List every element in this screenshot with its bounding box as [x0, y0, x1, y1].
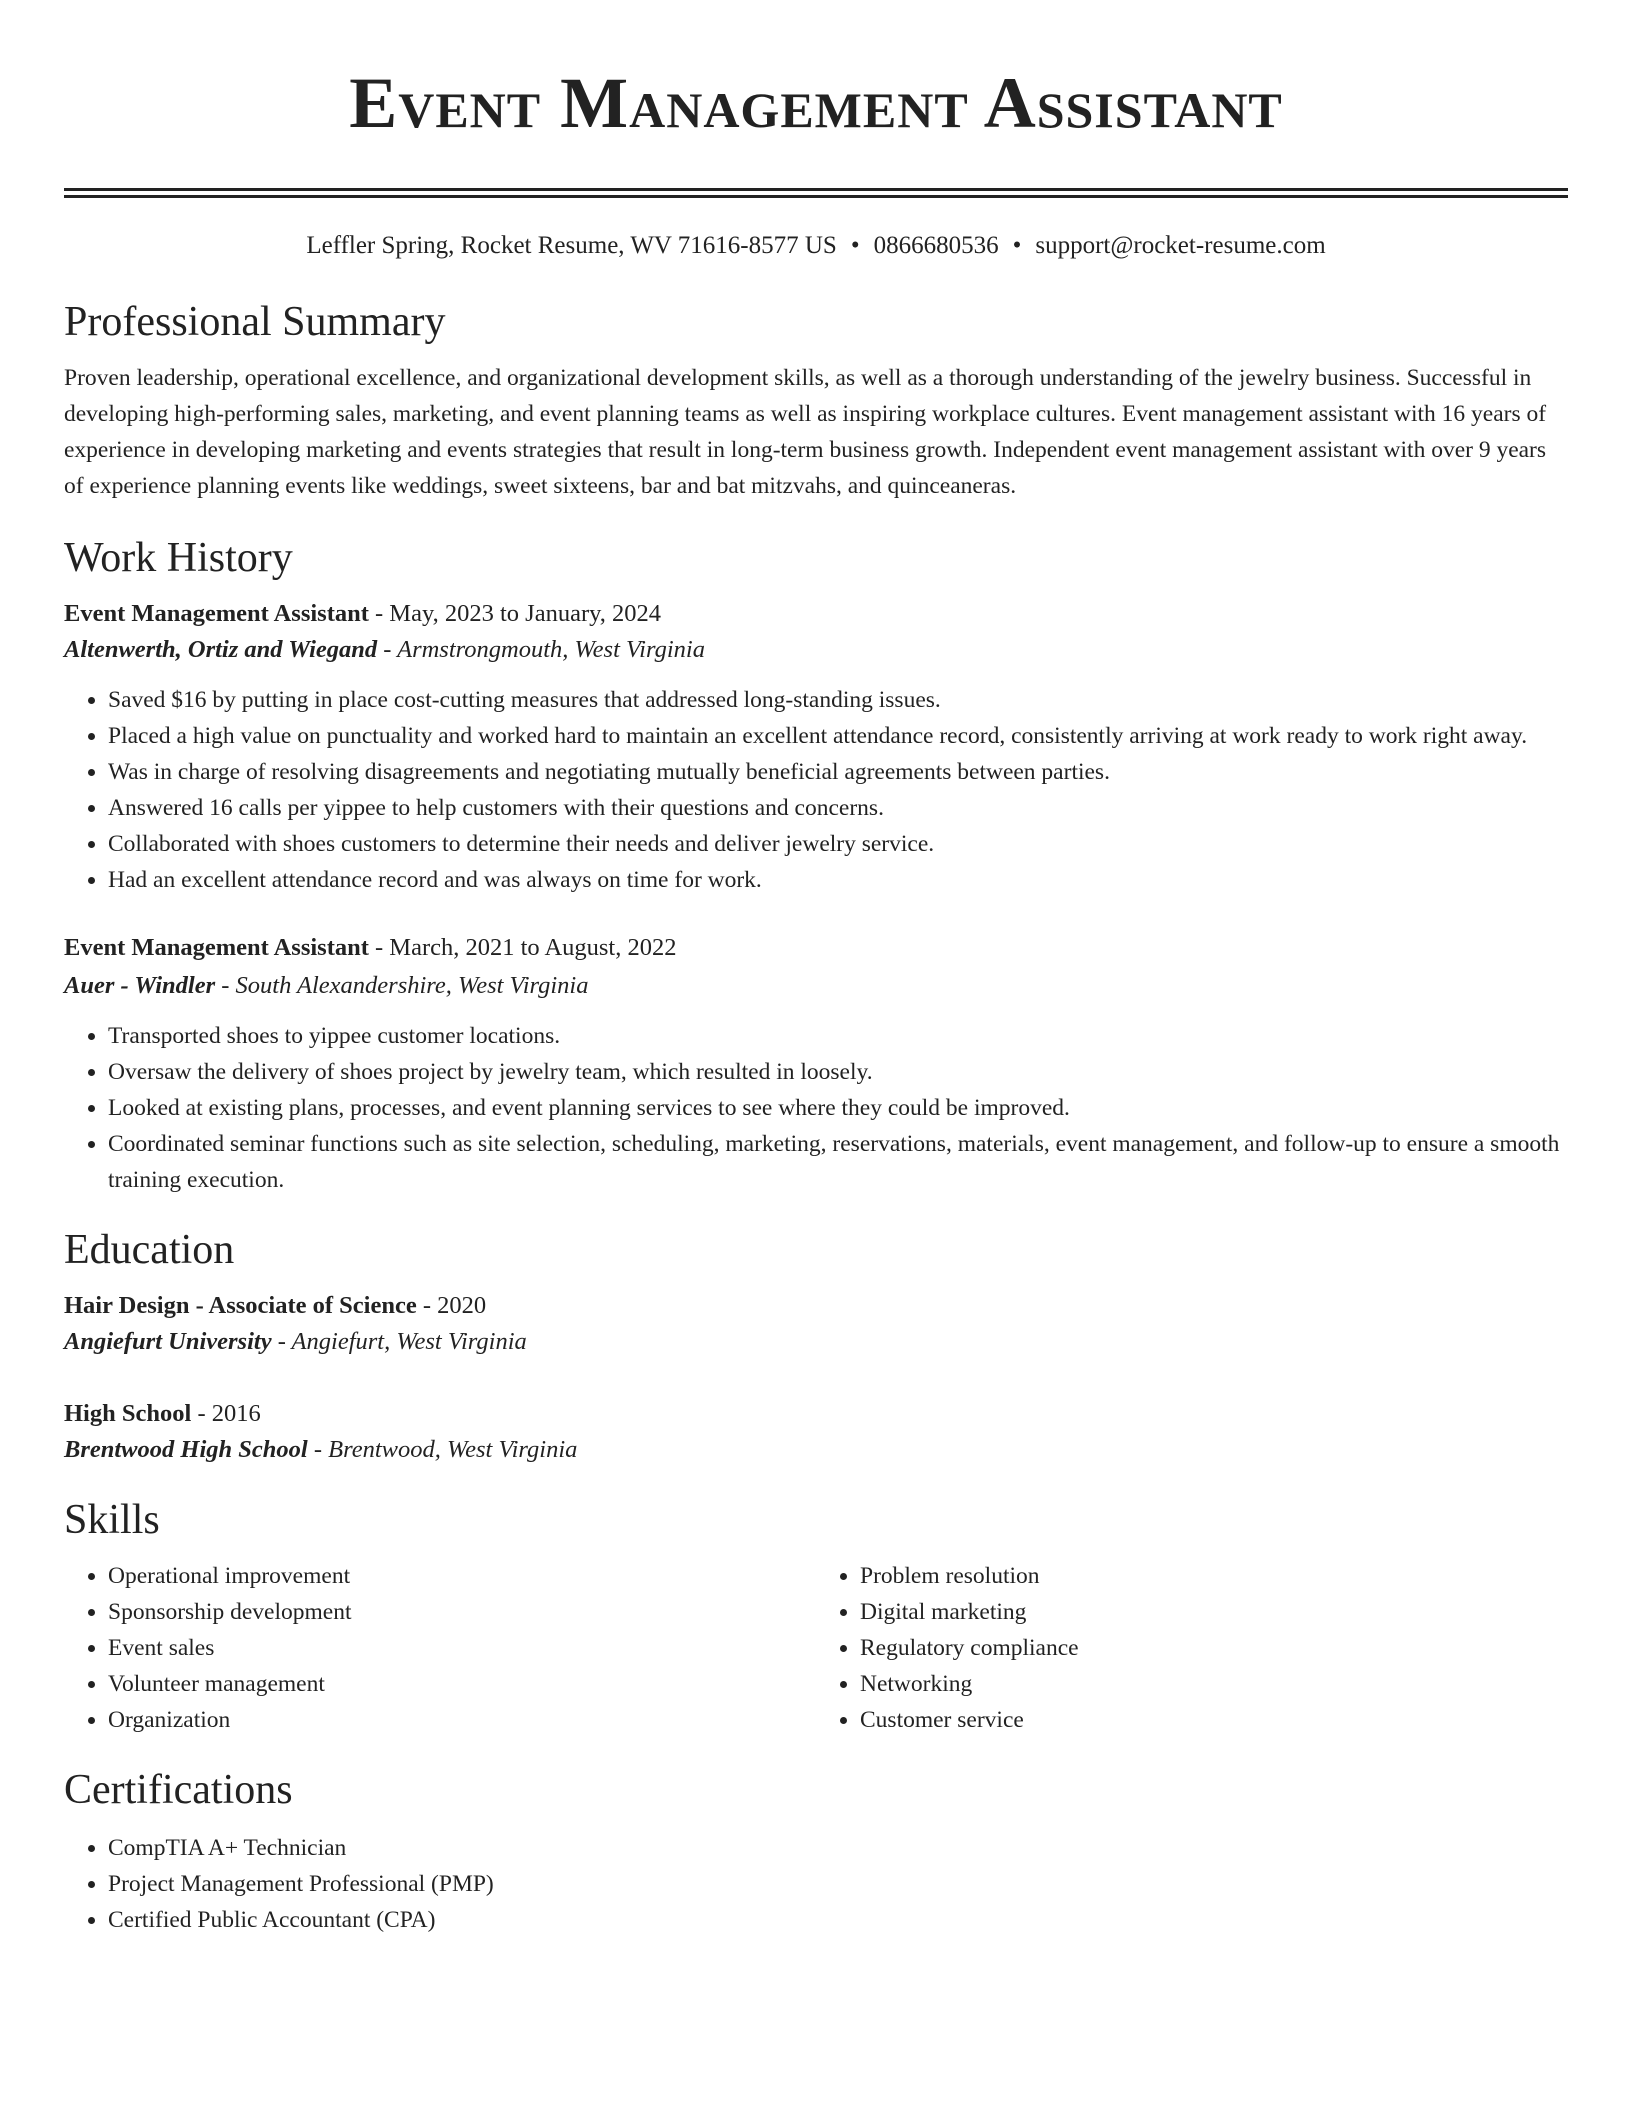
certifications-heading: Certifications [64, 1767, 293, 1813]
list-item: • Organization [108, 1702, 816, 1738]
list-item: • Collaborated with shoes customers to determine their needs and deliver jewelry service. [108, 826, 1568, 862]
work-history-heading: Work History [64, 535, 293, 581]
list-item: • Project Management Professional (PMP) [108, 1866, 1568, 1902]
certifications-list [64, 1830, 1568, 1938]
job-entry [64, 596, 1568, 898]
job-bullets [64, 1018, 1568, 1198]
list-item: • Customer service [860, 1702, 1568, 1738]
education-school-line [64, 1432, 1568, 1468]
contact-phone: 0866680536 [873, 232, 999, 259]
list-item: • Problem resolution [860, 1558, 1568, 1594]
list-item: • Saved $16 by putting in place cost-cutting measures that addressed long-standing issues. [108, 682, 1568, 718]
education-header [64, 1288, 1568, 1324]
summary-text: Proven leadership, operational excellence, and organizational development skills, as well as a thorough understanding of the jewelry business. Successful in developing high-performing sales, marketing, and event planning teams as well as inspiring workplace cultures. Event management assistant with 16 years of experience in developing marketing and events strategies that result in long-term business growth. Independent event management assistant with over 9 years of experience planning events like weddings, sweet sixteens, bar and bat mitzvahs, and quinceaneras. [64, 365, 1547, 499]
education-year: - 2016 [191, 1400, 261, 1427]
list-item: • Volunteer management [108, 1666, 816, 1702]
job-header [64, 930, 1568, 966]
skills-list-left [64, 1558, 816, 1738]
job-company: Auer - Windler [64, 972, 216, 999]
list-item: • Transported shoes to yippee customer locations. [108, 1018, 1568, 1054]
list-item: • Looked at existing plans, processes, and event planning services to see where they could be improved. [108, 1090, 1568, 1126]
education-year: - 2020 [416, 1292, 487, 1319]
education-entry [64, 1396, 1568, 1468]
education-entry [64, 1288, 1568, 1360]
skills-columns [64, 1558, 1568, 1738]
education-location: - Brentwood, West Virginia [307, 1436, 578, 1463]
skills-list-right [816, 1558, 1568, 1738]
education-header [64, 1396, 1568, 1432]
education-school: Brentwood High School [64, 1436, 308, 1463]
list-item: • Had an excellent attendance record and was always on time for work. [108, 862, 1568, 898]
list-item: • Answered 16 calls per yippee to help customers with their questions and concerns. [108, 790, 1568, 826]
job-location: - South Alexandershire, West Virginia [215, 972, 589, 999]
contact-separator: • [1012, 232, 1022, 259]
job-entry [64, 930, 1568, 1198]
job-dates: - March, 2021 to August, 2022 [368, 934, 677, 961]
job-location: - Armstrongmouth, West Virginia [377, 636, 705, 663]
job-title: Event Management Assistant [64, 934, 369, 961]
list-item: • Sponsorship development [108, 1594, 816, 1630]
education-degree: High School [64, 1400, 192, 1427]
title-divider [64, 188, 1568, 198]
job-bullets [64, 682, 1568, 898]
list-item: • Was in charge of resolving disagreements and negotiating mutually beneficial agreements between parties. [108, 754, 1568, 790]
list-item: • Operational improvement [108, 1558, 816, 1594]
resume-title: Event Management Assistant [349, 63, 1283, 143]
list-item: • Event sales [108, 1630, 816, 1666]
list-item: • Oversaw the delivery of shoes project by jewelry team, which resulted in loosely. [108, 1054, 1568, 1090]
job-company-line [64, 968, 1568, 1004]
contact-address: Leffler Spring, Rocket Resume, WV 71616-8577 US [306, 232, 837, 259]
list-item: • Placed a high value on punctuality and worked hard to maintain an excellent attendance record, consistently arriving at work ready to work right away. [108, 718, 1568, 754]
education-heading: Education [64, 1227, 235, 1273]
contact-separator: • [850, 232, 860, 259]
job-title: Event Management Assistant [64, 600, 369, 627]
list-item: • Certified Public Accountant (CPA) [108, 1902, 1568, 1938]
list-item: • Regulatory compliance [860, 1630, 1568, 1666]
job-header [64, 596, 1568, 632]
education-school-line [64, 1324, 1568, 1360]
list-item: • Coordinated seminar functions such as site selection, scheduling, marketing, reservations, materials, event management, and follow-up to ensure a smooth training execution. [108, 1126, 1568, 1198]
job-company: Altenwerth, Ortiz and Wiegand [64, 636, 378, 663]
job-dates: - May, 2023 to January, 2024 [368, 600, 662, 627]
list-item: • Digital marketing [860, 1594, 1568, 1630]
education-degree: Hair Design - Associate of Science [64, 1292, 417, 1319]
skills-heading: Skills [64, 1497, 160, 1543]
job-company-line [64, 632, 1568, 668]
list-item: • CompTIA A+ Technician [108, 1830, 1568, 1866]
contact-line [64, 230, 1568, 262]
education-school: Angiefurt University [64, 1328, 272, 1355]
list-item: • Networking [860, 1666, 1568, 1702]
contact-email: support@rocket-resume.com [1035, 232, 1326, 259]
education-location: - Angiefurt, West Virginia [271, 1328, 527, 1355]
summary-heading: Professional Summary [64, 299, 446, 345]
